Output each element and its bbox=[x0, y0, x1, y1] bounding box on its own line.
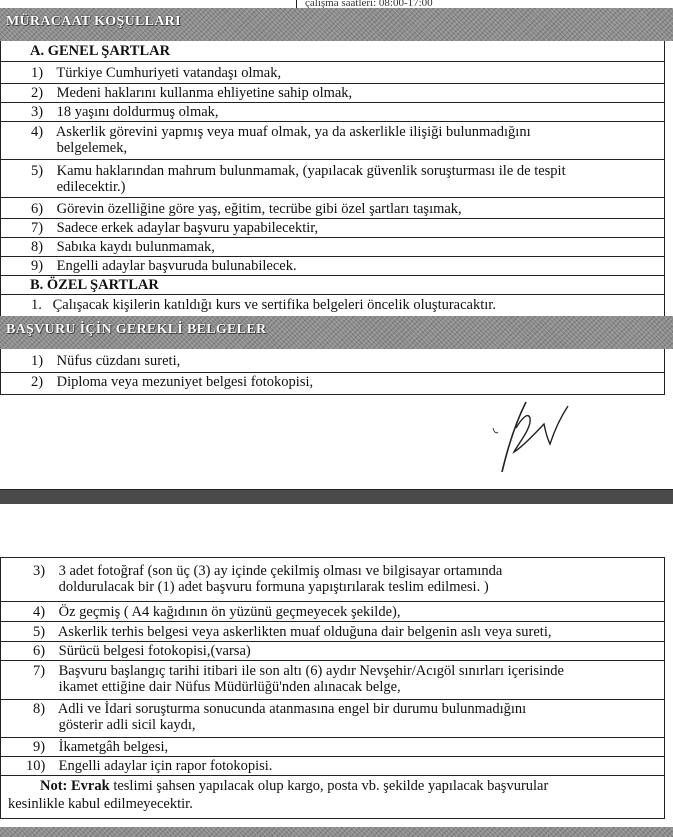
section-band-requirements bbox=[0, 8, 673, 41]
row-divider bbox=[0, 102, 665, 103]
row-divider bbox=[0, 256, 665, 257]
bottom-band bbox=[0, 827, 673, 837]
list-item: 10) Engelli adaylar için rapor fotokopisi. bbox=[26, 758, 273, 774]
list-item: 7) Sadece erkek adaylar başvuru yapabilecektir, bbox=[31, 220, 319, 236]
row-divider bbox=[0, 218, 665, 219]
row-divider bbox=[0, 61, 665, 62]
list-item: 6) Görevin özelliğine göre yaş, eğitim, tecrübe gibi özel şartları taşımak, bbox=[31, 201, 462, 217]
row-divider bbox=[0, 737, 665, 738]
row-divider bbox=[0, 601, 665, 602]
row-divider bbox=[0, 756, 665, 757]
list-item: 6) Sürücü belgesi fotokopisi,(varsa) bbox=[33, 643, 251, 659]
list-item: 3) 18 yaşını doldurmuş olmak, bbox=[31, 104, 219, 120]
section-title: BAŞVURU İÇİN GEREKLİ BELGELER bbox=[6, 322, 267, 337]
row-divider bbox=[0, 775, 665, 776]
general-requirements-heading: A. GENEL ŞARTLAR bbox=[30, 43, 171, 59]
row-divider bbox=[0, 159, 665, 160]
row-divider bbox=[0, 197, 665, 198]
section-band-documents bbox=[0, 316, 673, 349]
list-item: 3) 3 adet fotoğraf (son üç (3) ay içinde çekilmiş olması ve bilgisayar ortamında doldurulacak bir (1) adet başvuru formuna yapıştırılarak teslim edilmesi. ) bbox=[33, 563, 503, 595]
signature-image bbox=[488, 388, 578, 478]
row-divider bbox=[0, 699, 665, 700]
special-requirements-heading: B. ÖZEL ŞARTLAR bbox=[30, 277, 159, 293]
list-item: 5) Kamu haklarından mahrum bulunmamak, (yapılacak güvenlik soruşturması ile de tespit edilecektir.) bbox=[31, 163, 566, 195]
list-item: 5) Askerlik terhis belgesi veya askerlikten muaf olduğuna dair belgenin aslı veya sureti, bbox=[33, 624, 552, 640]
table-border bbox=[0, 557, 1, 819]
list-item: 8) Adli ve İdari soruşturma sonucunda atanmasına engel bir durumu bulunmadığını gösterir adli sicil kaydı, bbox=[33, 701, 527, 733]
row-divider bbox=[0, 641, 665, 642]
list-item: 1. Çalışacak kişilerin katıldığı kurs ve sertifika belgeleri öncelik oluşturacaktır. bbox=[31, 297, 496, 313]
row-divider bbox=[0, 372, 665, 373]
list-item: 7) Başvuru başlangıç tarihi itibari ile son altı (6) aydır Nevşehir/Acıgöl sınırları içerisinde ikamet ettiğine dair Nüfus Müdürlüğü'nden alınacak belge, bbox=[33, 663, 564, 695]
top-fragment: çalışma saatleri: 08:00-17:00 bbox=[296, 0, 673, 8]
list-item: 2) Medeni haklarını kullanma ehliyetine sahip olmak, bbox=[31, 85, 353, 101]
note-line-2: kesinlikle kabul edilmeyecektir. bbox=[8, 796, 193, 812]
list-item: 4) Öz geçmiş ( A4 kağıdının ön yüzünü geçmeyecek şekilde), bbox=[33, 604, 401, 620]
list-item: 2) Diploma veya mezuniyet belgesi fotokopisi, bbox=[31, 374, 314, 390]
row-divider bbox=[0, 237, 665, 238]
list-item: 9) İkametgâh belgesi, bbox=[33, 739, 169, 755]
row-divider bbox=[0, 275, 665, 276]
row-divider bbox=[0, 557, 665, 558]
row-divider bbox=[0, 121, 665, 122]
list-item: 8) Sabıka kaydı bulunmamak, bbox=[31, 239, 215, 255]
list-item: 1) Nüfus cüzdanı sureti, bbox=[31, 353, 181, 369]
row-divider bbox=[0, 818, 665, 819]
note-line: Not: Evrak teslimi şahsen yapılacak olup kargo, posta vb. şekilde yapılacak başvurular bbox=[40, 778, 549, 794]
row-divider bbox=[0, 294, 665, 295]
note-label: Not: Evrak bbox=[40, 778, 110, 794]
page-break-bar bbox=[0, 489, 673, 504]
list-item: 9) Engelli adaylar başvuruda bulunabilecek. bbox=[31, 258, 297, 274]
row-divider bbox=[0, 660, 665, 661]
row-divider bbox=[0, 83, 665, 84]
table-border bbox=[664, 557, 665, 819]
section-title: MÜRACAAT KOŞULLARI bbox=[6, 14, 181, 29]
row-divider bbox=[0, 621, 665, 622]
list-item: 1) Türkiye Cumhuriyeti vatandaşı olmak, bbox=[31, 65, 282, 81]
list-item: 4) Askerlik görevini yapmış veya muaf olmak, ya da askerlikle ilişiği bulunmadığını belgelemek, bbox=[31, 124, 531, 156]
